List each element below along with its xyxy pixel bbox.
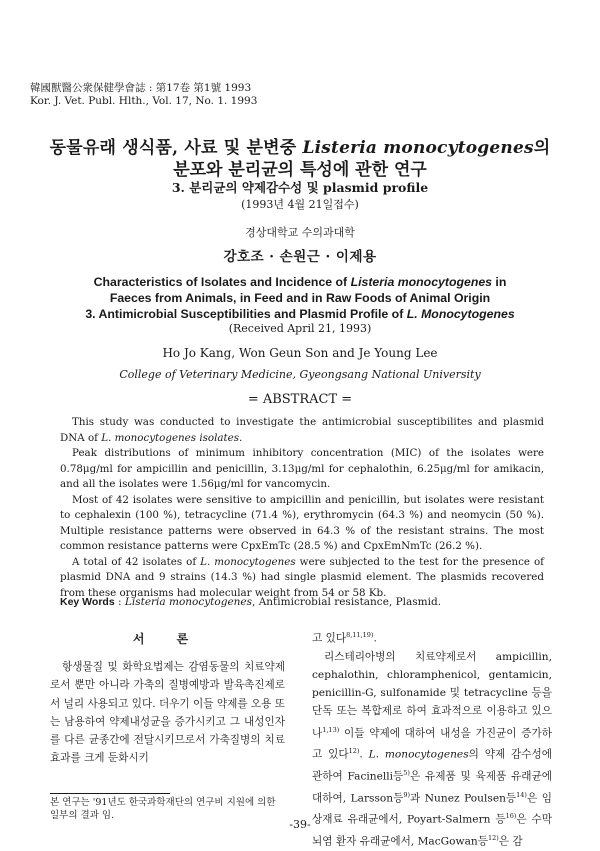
abstract-species: L. monocytogenes: [200, 555, 296, 568]
citation: 12): [348, 747, 360, 756]
journal-header: [30, 82, 257, 108]
citation: 8,11,19): [346, 631, 374, 639]
abstract-heading: = ABSTRACT =: [247, 392, 353, 407]
keywords-label: Key Words: [60, 596, 115, 608]
section-heading: 서 론: [132, 632, 203, 646]
korean-affiliation: 경상대학교 수의과대학: [245, 226, 355, 239]
abstract-text: This study was conducted to investigate the antimicrobial susceptibilites and plasmid DNA of: [60, 416, 544, 444]
abstract-body: [60, 415, 544, 601]
english-title-text: Characteristics of Isolates and Incidence of: [93, 275, 351, 289]
keywords: Key Words : Listeria monocytogenes, Antimicrobial resistance, Plasmid.: [60, 596, 442, 608]
korean-title-suffix: 의: [533, 138, 551, 158]
abstract-paragraph: [60, 415, 544, 446]
introduction-column: [50, 630, 285, 767]
journal-citation-korean: 韓國獸醫公衆保健學會誌 : 第17卷 第1號 1993: [30, 82, 252, 94]
abstract-paragraph: Most of 42 isolates were sensitive to ampicillin and penicillin, but isolates were resistant to cephalexin (100 %), tetracycline (71.4 %), erythromycin (64.3 %) and neomycin (50 %). Multiple resistance patterns were observed in 64.3 % of the resistant strains. The most common resistance patterns were CpxEmTc (28.5 %) and CpxEmNmTc (26.2 %).: [60, 493, 544, 552]
footnote-divider: [50, 793, 170, 794]
korean-authors: 강호조 · 손원근 · 이제용: [223, 249, 377, 265]
english-subtitle-text: 3. Antimicrobial Susceptibilities and Plasmid Profile of: [85, 307, 407, 321]
abstract-text: were subjected to the test for the presence of plasmid DNA and 9 strains (14.3 %) had single plasmid element. The plasmids recovered from these organisms had molecular weight from 54 or 58 Kb.: [60, 555, 544, 599]
body-text: 은 감: [498, 835, 523, 848]
body-text: 의 약제 감수성에 관하여 Facinelli등: [312, 748, 552, 783]
english-title-suffix: in: [492, 275, 507, 289]
english-title-line1: [0, 275, 600, 289]
abstract-paragraph: [60, 555, 544, 602]
citation: 12): [487, 834, 499, 843]
body-text: .: [373, 632, 377, 645]
intro-paragraph: 항생물질 및 화학요법제는 감염동물의 치료약제로서 뿐만 아니라 가축의 질병예방과 발육촉진제로서 널리 사용되고 있다. 더우기 이들 약제를 오용 또는 남용하여 약제내성균을 증가시키고 그 내성인자를 다른 균종간에 전달시키므로서 가축질병의 치료효과를 크게 둔화시키: [50, 661, 285, 765]
body-text: 과 Nunez Poulsen등: [410, 792, 517, 805]
abstract-paragraph: Peak distributions of minimum inhibitory concentration (MIC) of the isolates were 0.78μg/ml for ampicillin and penicillin, 3.13μg/ml for cephalothin, 6.25μg/ml for amikacin, and all the isolates were 1.56μg/ml for vancomycin.: [60, 447, 544, 490]
korean-received-date: (1993년 4월 21일접수): [241, 198, 359, 211]
english-received-date: (Received April 21, 1993): [228, 322, 372, 335]
korean-title-text: 동물유래 생식품, 사료 및 분변중: [49, 138, 303, 158]
english-authors: Ho Jo Kang, Won Geun Son and Je Young Lee: [162, 346, 438, 360]
korean-subtitle: 3. 분리균의 약제감수성 및 plasmid profile: [171, 180, 429, 195]
abstract-species: L. monocytogenes isolates.: [101, 431, 243, 444]
citation: 1,13): [322, 725, 340, 734]
english-affiliation: College of Veterinary Medicine, Gyeongsang National University: [119, 368, 481, 381]
citation: 16): [505, 812, 517, 821]
english-title-line2: Faeces from Animals, in Feed and in Raw Foods of Animal Origin: [109, 291, 491, 305]
page-number: -39-: [289, 818, 311, 831]
english-title-species: Listeria monocytogenes: [350, 275, 493, 289]
footnote: 본 연구는 '91년도 한국과학재단의 연구비 지원에 의한 일부의 결과 임.: [50, 797, 276, 821]
body-text: 리스테리아병의 치료약제로서 ampicillin, cephalothin, chloramphenicol, gentamicin, penicillin-G, sulfonamide 및 tetracycline 등을 단독 또는 복합제로 하여 효과적으로 이용하고 있으나: [312, 650, 552, 740]
body-text: 은 임상재료 유래균에서, Poyart-Salmern 등: [312, 792, 552, 827]
korean-title-species: Listeria monocytogenes: [302, 138, 534, 158]
body-text: .: [359, 748, 369, 761]
korean-title-line2: 분포와 분리균의 특성에 관한 연구: [173, 160, 427, 180]
keywords-species: Listeria monocytogenes: [124, 596, 253, 608]
citation: 14): [516, 790, 527, 799]
abstract-text: A total of 42 isolates of: [72, 555, 201, 568]
citation: 5): [403, 769, 410, 778]
citation: 9): [403, 790, 411, 799]
journal-citation-english: Kor. J. Vet. Publ. Hlth., Vol. 17, No. 1. 1993: [30, 95, 258, 107]
english-title-line3: [0, 307, 600, 321]
keywords-list: , Antimicrobial resistance, Plasmid.: [252, 596, 442, 608]
species-name: L. monocytogenes: [368, 748, 469, 761]
english-subtitle-species: L. Monocytogenes: [406, 307, 515, 321]
body-text: 은 수막뇌염 환자 유래균에서, MacGowan등: [312, 814, 552, 848]
body-text: 고 있다: [312, 632, 347, 645]
right-column-line: [312, 626, 552, 648]
body-text: 이들 약제에 대하여 내성을 가진균이 증가하고 있다: [312, 727, 552, 761]
body-text: 은 유제품 및 육제품 유래균에 대하여, Larsson등: [312, 770, 552, 805]
